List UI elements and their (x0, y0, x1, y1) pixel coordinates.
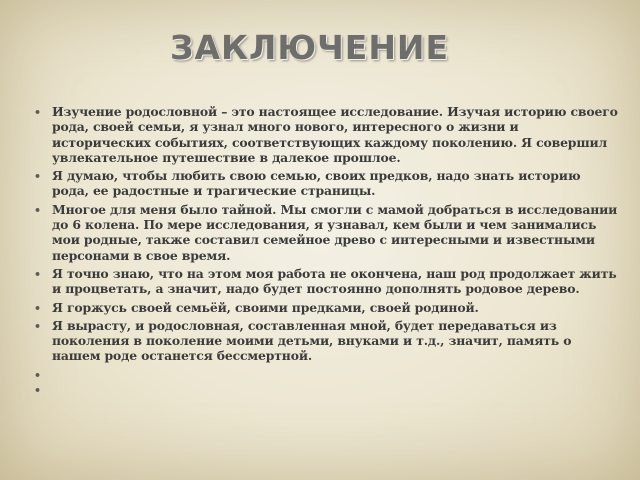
bullet-text-2: Я думаю, чтобы любить свою семью, своих предков, надо знать историю рода, ее радостные и трагические страницы. (52, 168, 581, 199)
bullet-marker: • (34, 170, 41, 184)
bullet-marker: • (34, 383, 41, 397)
bullet-item-5 (34, 300, 620, 315)
bullet-marker: • (34, 106, 41, 119)
bullet-marker: • (34, 267, 41, 281)
bullet-item-empty-2 (34, 382, 620, 397)
bullet-marker: • (34, 301, 41, 315)
bullet-item-2 (34, 168, 620, 199)
bullet-item-6 (34, 318, 620, 364)
slide-title: ЗАКЛЮЧЕНИЕ (170, 28, 450, 67)
bullet-text-3: Многое для меня было тайной. Мы смогли с мамой добраться в исследовании до 6 колена. По мере исследования, я узнавал, кем были и чем занимались мои родные, также составил семейное древо с интересными и известными персонами в свое время. (52, 201, 618, 263)
bullet-list (34, 104, 620, 397)
bullet-text-4: Я точно знаю, что на этом моя работа не окончена, наш род продолжает жить и процветать, а значит, надо будет постоянно дополнять родовое дерево. (52, 265, 617, 297)
bullet-item-1 (34, 104, 620, 165)
bullet-text-1: Изучение родословной – это настоящее исследование. Изучая историю своего рода, своей семьи, я узнал много нового, интересного о жизни и исторических событиях, соответствующих каждому поколению. Я совершил увлекательное путешествие в далекое прошлое. (52, 104, 618, 165)
bullet-text-6: Я вырасту, и родословная, составленная мной, будет передаваться из поколения в поколение моими детьми, внуками и т.д., значит, память о нашем роде останется бессмертной. (52, 317, 572, 364)
bullet-marker: • (34, 203, 41, 217)
bullet-item-3 (34, 202, 620, 263)
bullet-marker: • (34, 319, 41, 333)
bullet-text-5: Я горжусь своей семьёй, своими предками, своей родиной. (52, 299, 479, 315)
bullet-item-empty-1 (34, 367, 620, 382)
bullet-item-4 (34, 266, 620, 297)
bullet-marker: • (34, 368, 41, 382)
